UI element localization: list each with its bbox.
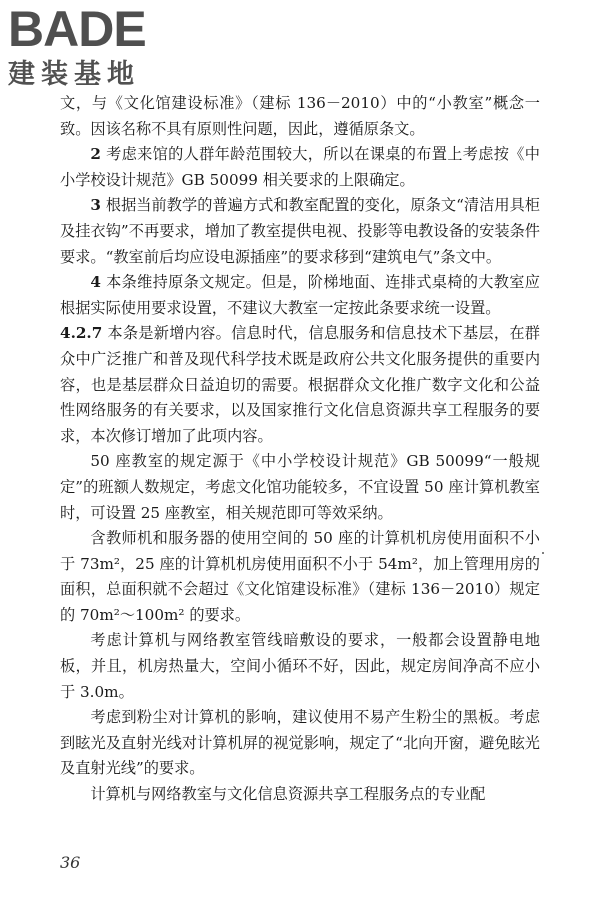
- paragraph-text: 文，与《文化馆建设标准》（建标 136－2010）中的“小教室”概念一致。因该名称不具有原则性问题，因此，遵循原条文。: [60, 94, 540, 138]
- paragraph-number: 3: [90, 196, 101, 215]
- logo-wordmark: BADE: [8, 1, 146, 57]
- paragraph: [60, 705, 540, 782]
- paragraph: [60, 449, 540, 526]
- paragraph-text: 考虑到粉尘对计算机的影响，建议使用不易产生粉尘的黑板。考虑到眩光及直射光线对计算机屏的视觉影响，规定了“北向开窗，避免眩光及直射光线”的要求。: [60, 708, 540, 778]
- paragraph-item-3: [60, 193, 540, 270]
- page-number: 36: [60, 853, 81, 872]
- paragraph-number: 4: [90, 273, 101, 292]
- paragraph-continuation: [60, 91, 540, 142]
- paragraph-text: 50 座教室的规定源于《中小学校设计规范》GB 50099“一般规定”的班额人数规定，考虑文化馆功能较多，不宜设置 50 座计算机教室时，可设置 25 座教室，相关规范即可等效采纳。: [60, 452, 540, 522]
- paragraph: [60, 628, 540, 705]
- paragraph-item-2: [60, 142, 540, 193]
- document-body: [60, 91, 540, 808]
- logo: [8, 1, 178, 94]
- paragraph: [60, 782, 540, 808]
- section-4-2-7: [60, 321, 540, 449]
- paragraph-text: 计算机与网络教室与文化信息资源共享工程服务点的专业配: [90, 785, 486, 804]
- paragraph-text: 考虑来馆的人群年龄范围较大，所以在课桌的布置上考虑按《中小学校设计规范》GB 50099 相关要求的上限确定。: [60, 145, 540, 189]
- logo-subtitle: 建装基地: [8, 59, 140, 90]
- scan-speck: [542, 552, 544, 554]
- paragraph-text: 含教师机和服务器的使用空间的 50 座的计算机机房使用面积不小于 73m²，25 座的计算机机房使用面积不小于 54m²，加上管理用房的面积，总面积就不会超过《文化馆建设标准》（建标 136－2010）规定的 70m²～100m² 的要求。: [60, 529, 540, 624]
- paragraph: [60, 526, 540, 628]
- paragraph-text: 根据当前教学的普遍方式和教室配置的变化，原条文“清洁用具柜及挂衣钩”不再要求，增加了教室提供电视、投影等电教设备的安装条件要求。“教室前后均应设电源插座”的要求移到“建筑电气”条文中。: [60, 196, 540, 266]
- paragraph-item-4: [60, 270, 540, 321]
- paragraph-number: 2: [90, 145, 101, 164]
- paragraph-text: 考虑计算机与网络教室管线暗敷设的要求，一般都会设置静电地板，并且，机房热量大，空间小循环不好，因此，规定房间净高不应小于 3.0m。: [60, 631, 540, 701]
- section-number: 4.2.7: [60, 324, 103, 343]
- paragraph-text: 本条维持原条文规定。但是，阶梯地面、连排式桌椅的大教室应根据实际使用要求设置，不建议大教室一定按此条要求统一设置。: [60, 273, 540, 317]
- paragraph-text: 本条是新增内容。信息时代，信息服务和信息技术下基层，在群众中广泛推广和普及现代科学技术既是政府公共文化服务提供的重要内容，也是基层群众日益迫切的需要。根据群众文化推广数字文化和公益性网络服务的有关要求，以及国家推行文化信息资源共享工程服务的要求，本次修订增加了此项内容。: [60, 324, 540, 445]
